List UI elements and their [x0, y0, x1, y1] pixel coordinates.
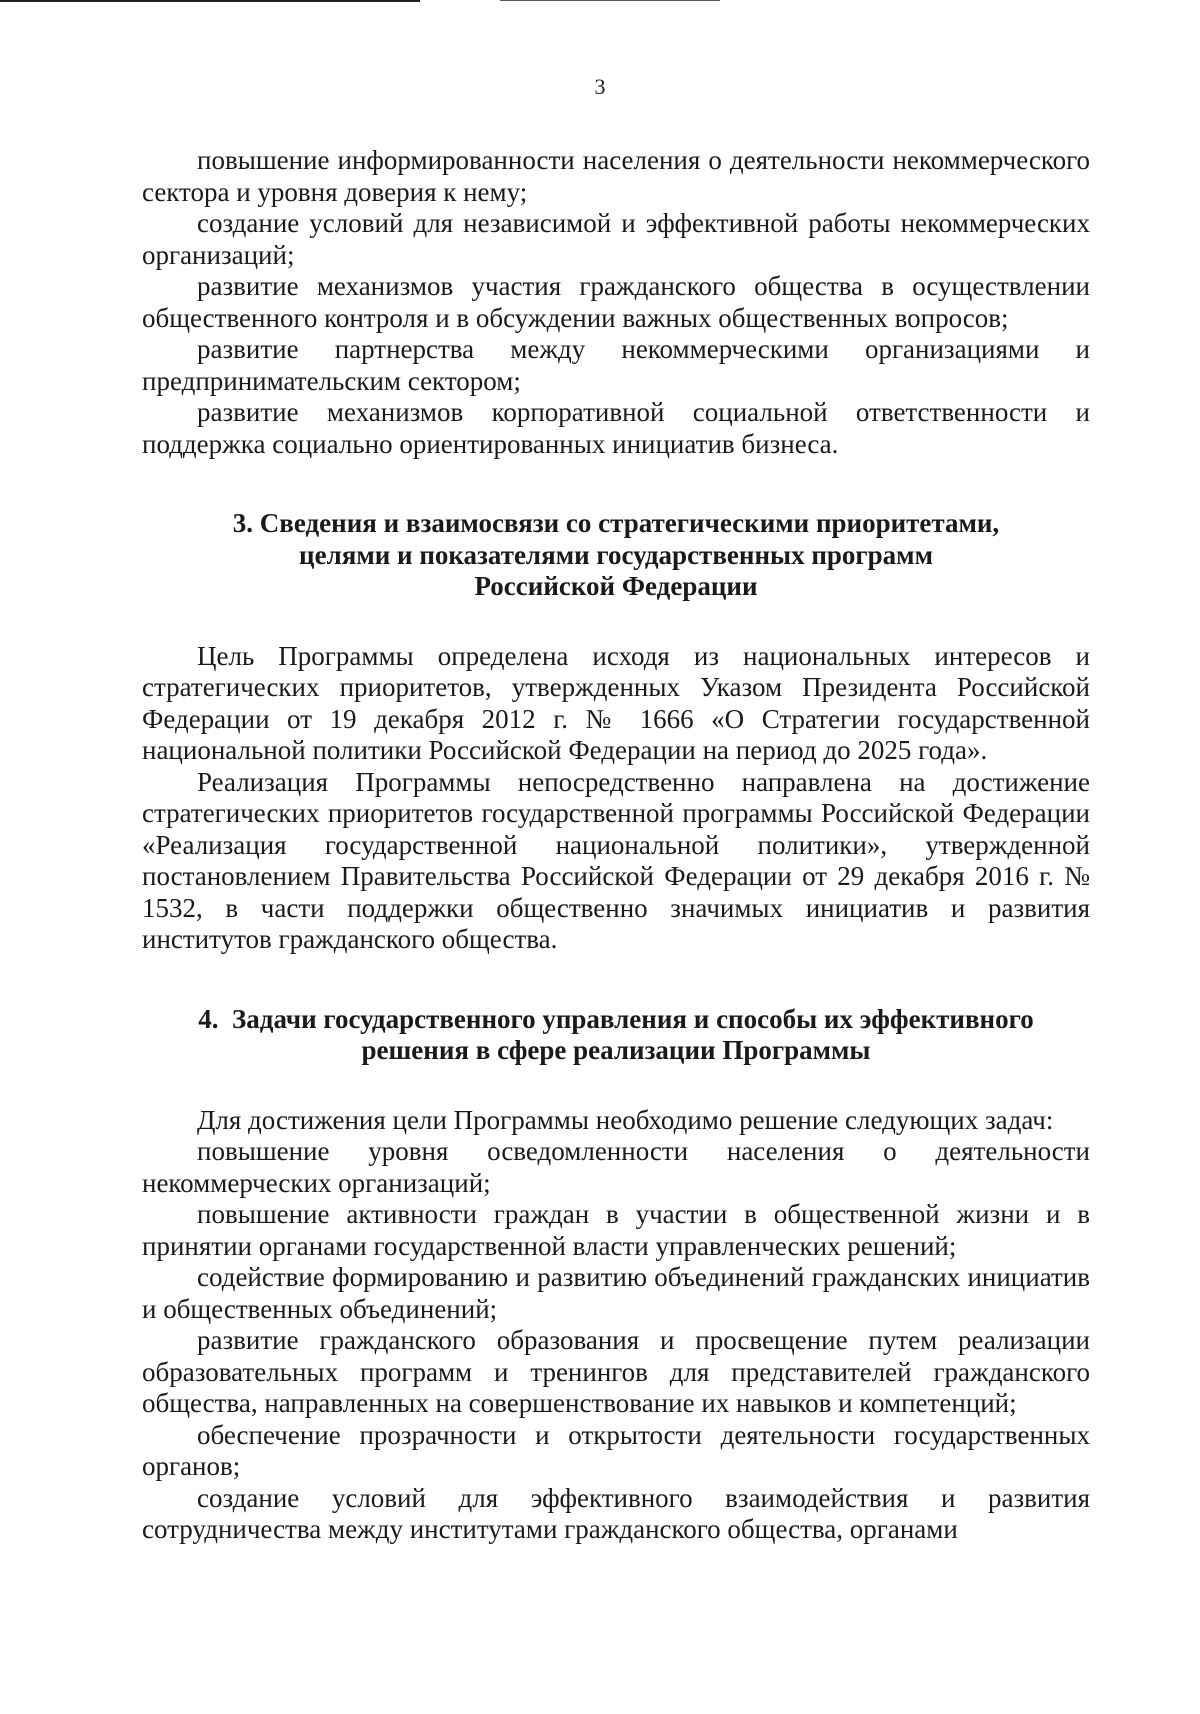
list-item: повышение уровня осведомленности населения о деятельности некоммерческих организаций;	[142, 1136, 1090, 1198]
scan-edge-line	[0, 0, 420, 2]
scan-edge-line	[500, 0, 720, 1]
heading-line: 4. Задачи государственного управления и способы их эффективного	[198, 1003, 1034, 1034]
list-item: развитие механизмов участия гражданского общества в осуществлении общественного контроля и в обсуждении важных общественных вопросов;	[142, 271, 1090, 333]
list-item: создание условий для независимой и эффективной работы некоммерческих организаций;	[142, 208, 1090, 270]
section-3-heading	[142, 508, 1090, 603]
list-item: создание условий для эффективного взаимодействия и развития сотрудничества между институтами гражданского общества, органами	[142, 1482, 1090, 1544]
list-item: развитие партнерства между некоммерческими организациями и предпринимательским сектором;	[142, 334, 1090, 396]
heading-line: 3. Сведения и взаимосвязи со стратегическими приоритетами,	[232, 508, 1000, 538]
heading-line: целями и показателями государственных программ	[299, 539, 933, 570]
document-body	[142, 145, 1090, 1546]
paragraph: Для достижения цели Программы необходимо решение следующих задач:	[197, 1104, 1054, 1135]
paragraph: Реализация Программы непосредственно направлена на достижение стратегических приоритетов государственной программы Российской Федерации «Реализация государственной национальной политики», утвержденной постановлением Правительства Российской Федерации от 29 декабря 2016 г. № 1532, в части поддержки общественно значимых инициатив и развития институтов гражданского общества.	[142, 766, 1090, 954]
heading-line: Российской Федерации	[474, 571, 758, 601]
page-number: 3	[594, 74, 606, 99]
list-item: обеспечение прозрачности и открытости деятельности государственных органов;	[142, 1419, 1090, 1481]
list-item: развитие механизмов корпоративной социальной ответственности и поддержка социально ориентированных инициатив бизнеса.	[142, 397, 1090, 459]
section-4-heading	[142, 1004, 1090, 1067]
list-item: содействие формированию и развитию объединений гражданских инициатив и общественных объединений;	[142, 1262, 1090, 1324]
list-item: развитие гражданского образования и просвещение путем реализации образовательных программ и тренингов для представителей гражданского общества, направленных на совершенствование их навыков и компетенций;	[142, 1325, 1090, 1418]
list-item: повышение информированности населения о деятельности некоммерческого сектора и уровня доверия к нему;	[142, 145, 1090, 207]
list-item: повышение активности граждан в участии в общественной жизни и в принятии органами государственной власти управленческих решений;	[142, 1199, 1090, 1261]
paragraph: Цель Программы определена исходя из национальных интересов и стратегических приоритетов, утвержденных Указом Президента Российской Федерации от 19 декабря 2012 г. № 1666 «О Стратегии государственной национальной политики Российской Федерации на период до 2025 года».	[142, 640, 1090, 765]
heading-line: решения в сфере реализации Программы	[361, 1035, 871, 1065]
